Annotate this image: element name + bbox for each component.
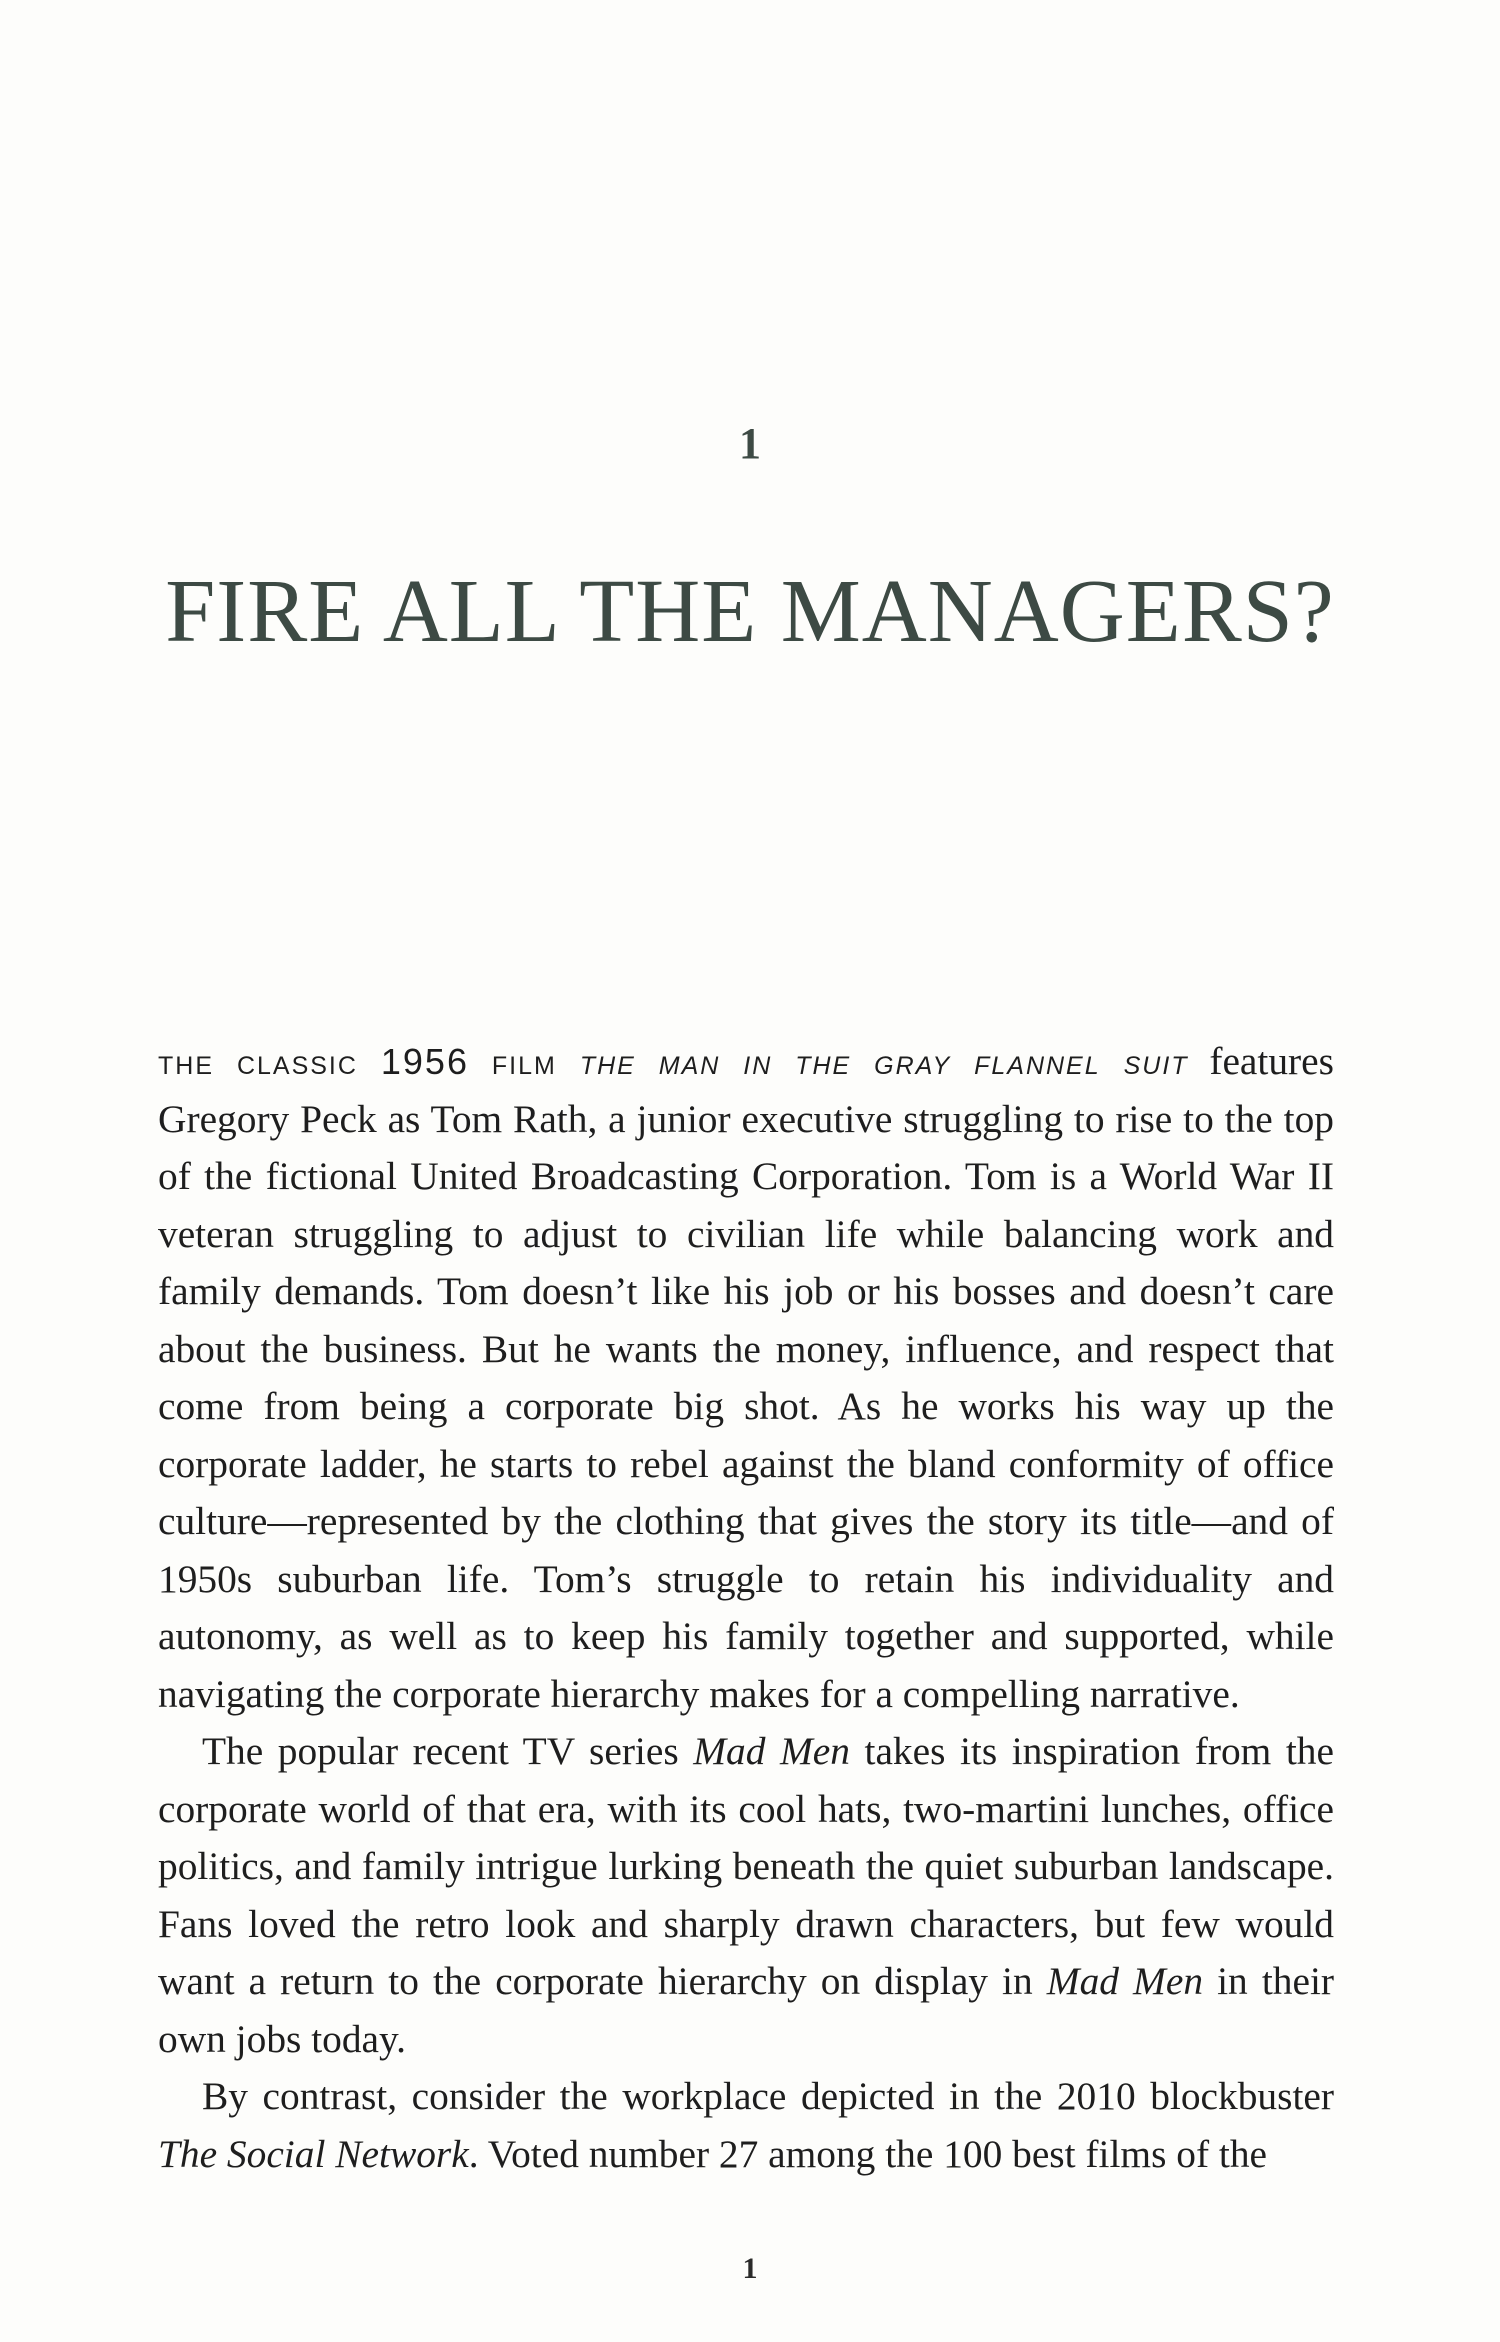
paragraph-1-text: features Gregory Peck as Tom Rath, a junior executive struggling to rise to the top of the fictional United Broadcasting Corporation. Tom is a World War II veteran struggling to adjust to civilian life while balancing work and family demands. Tom doesn’t like his job or his bosses and doesn’t care about the business. But he wants the money, influence, and respect that come from being a corporate big shot. As he works his way up the corporate ladder, he starts to rebel against the bland conformity of office culture—represented by the clothing that gives the story its title—and of 1950s suburban life. Tom’s struggle to retain his individuality and autonomy, as well as to keep his family together and supported, while navigating the corporate hierarchy makes for a compelling narrative. (158, 1039, 1334, 1716)
chapter-title: FIRE ALL THE MANAGERS? (165, 562, 1335, 661)
series-title-repeat: Mad Men (1046, 1959, 1204, 2003)
film-title: the man in the gray flannel suit (579, 1041, 1189, 1082)
paragraph-2-text-b: takes its inspiration from the corporate world of that era, with its cool hats, two-martini lunches, office politics, and family intrigue lurking beneath the quiet suburban landscape. Fans loved the retro look and sharply drawn characters, but few would want a return to the corporate hierarchy on display in (158, 1729, 1334, 2003)
paragraph-3-text-a: By contrast, consider the workplace depicted in the 2010 blockbuster (202, 2074, 1334, 2118)
paragraph-3 (158, 2068, 1334, 2183)
paragraph-2 (158, 1723, 1334, 2068)
film-title-social-network: The Social Network (158, 2131, 469, 2176)
paragraph-2-text-c: in their own jobs today. (158, 1959, 1335, 2061)
chapter-number: 1 (739, 419, 761, 468)
series-title: Mad Men (693, 1729, 850, 1773)
paragraph-1 (158, 1033, 1334, 1723)
lead-in-text: the classic 1956 film (158, 1041, 580, 1082)
paragraph-2-text-a: The popular recent TV series (202, 1729, 694, 1773)
paragraph-3-text-b: . Voted number 27 among the 100 best films of the (468, 2131, 1268, 2176)
opening-lead-in (158, 1041, 1189, 1082)
page-number: 1 (742, 2252, 758, 2285)
body-text (158, 1033, 1334, 2183)
